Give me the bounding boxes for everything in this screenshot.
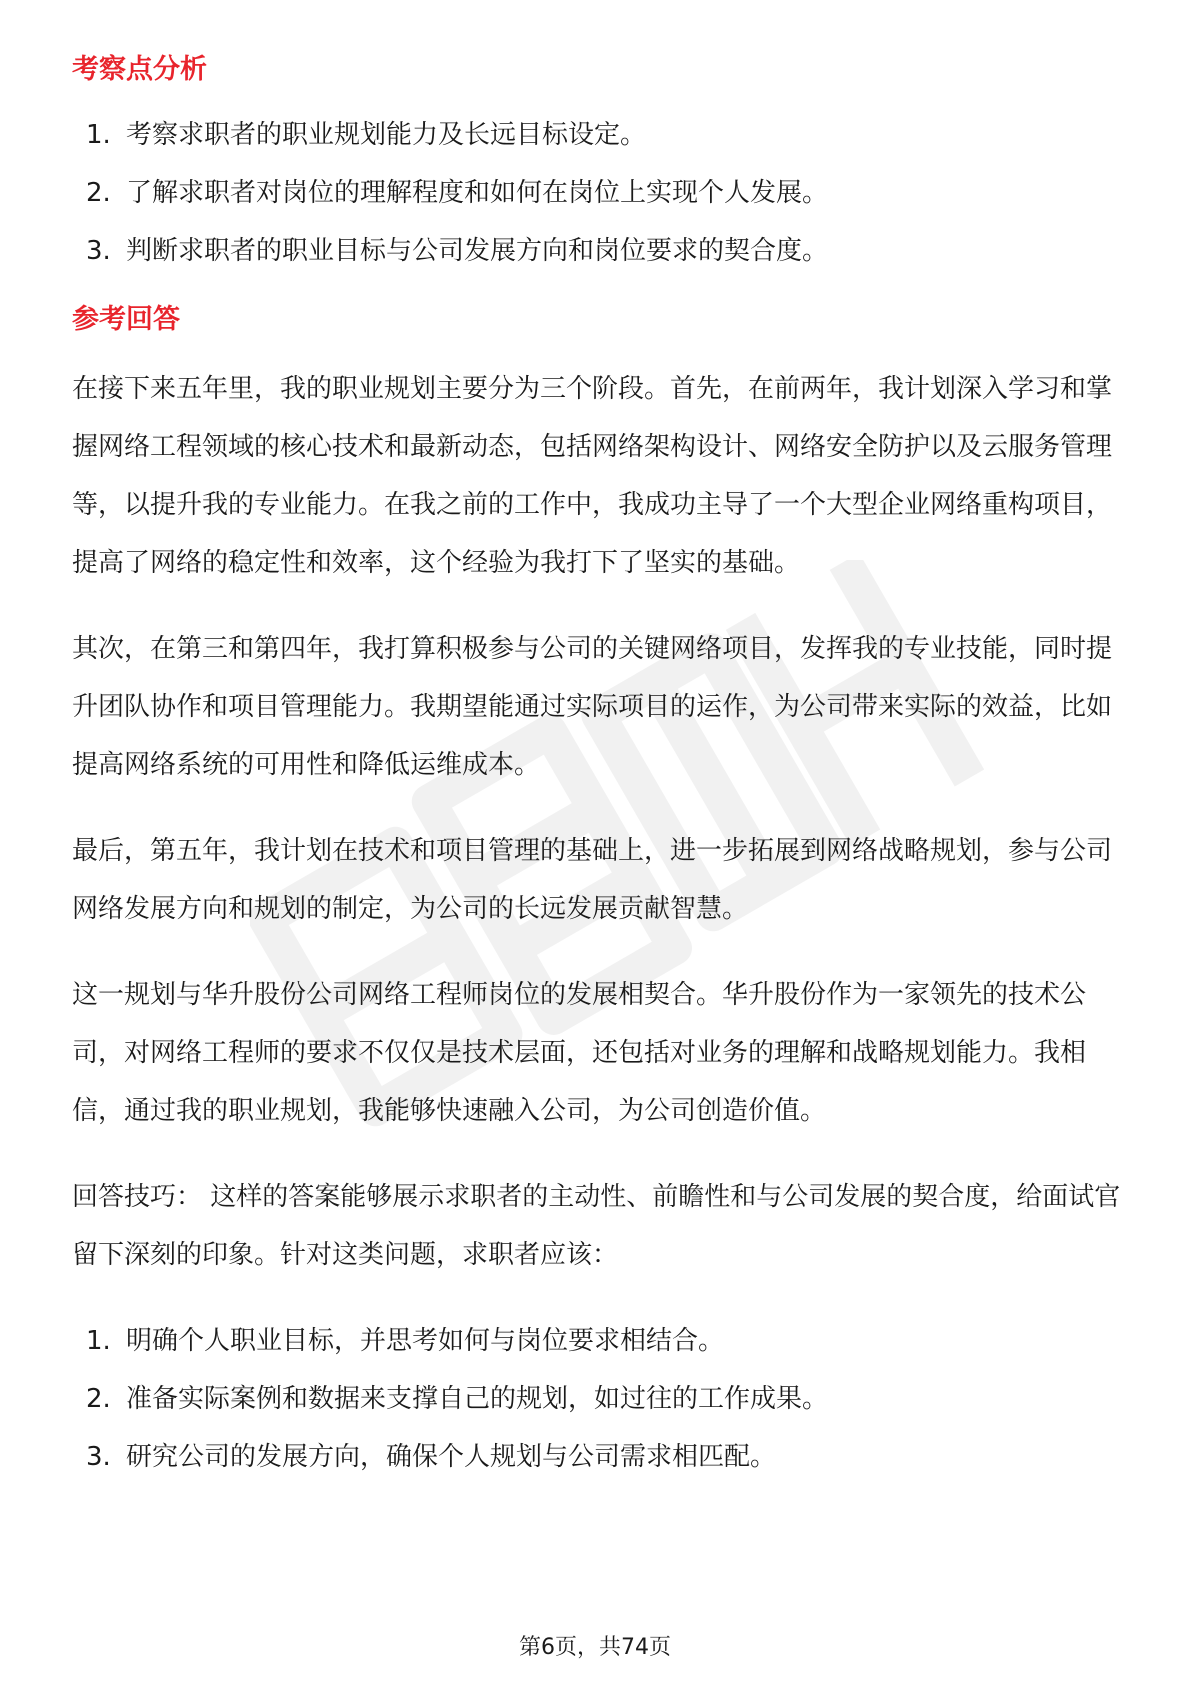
list-item-text: 考察求职者的职业规划能力及长远目标设定。	[126, 120, 647, 150]
list-item-text: 明确个人职业目标，并思考如何与岗位要求相结合。	[126, 1326, 725, 1356]
list-item-text: 了解求职者对岗位的理解程度和如何在岗位上实现个人发展。	[126, 178, 829, 208]
answer-paragraph: 这一规划与华升股份公司网络工程师岗位的发展相契合。华升股份作为一家领先的技术公司，对网络工程师的要求不仅仅是技术层面，还包括对业务的理解和战略规划能力。我相信，通过我的职业规划，我能够快速融入公司，为公司创造价值。	[72, 980, 1087, 1126]
tips-paragraph: 回答技巧： 这样的答案能够展示求职者的主动性、前瞻性和与公司发展的契合度，给面试官留下深刻的印象。针对这类问题，求职者应该：	[72, 1182, 1121, 1270]
section-title-answer: 参考回答	[72, 304, 180, 335]
list-item-number: 1.	[86, 120, 111, 150]
list-item	[72, 1312, 1122, 1370]
page-content	[72, 44, 1122, 1486]
page-number-footer: 第6页，共74页	[519, 1635, 671, 1660]
list-item	[72, 106, 1122, 164]
list-item-text: 准备实际案例和数据来支撑自己的规划，如过往的工作成果。	[126, 1384, 829, 1414]
list-item-number: 3.	[86, 236, 111, 266]
answer-paragraph: 最后，第五年，我计划在技术和项目管理的基础上，进一步拓展到网络战略规划，参与公司网络发展方向和规划的制定，为公司的长远发展贡献智慧。	[72, 836, 1113, 924]
answer-paragraph: 在接下来五年里，我的职业规划主要分为三个阶段。首先，在前两年，我计划深入学习和掌握网络工程领域的核心技术和最新动态，包括网络架构设计、网络安全防护以及云服务管理等，以提升我的专业能力。在我之前的工作中，我成功主导了一个大型企业网络重构项目，提高了网络的稳定性和效率，这个经验为我打下了坚实的基础。	[72, 374, 1113, 578]
list-item-text: 研究公司的发展方向，确保个人规划与公司需求相匹配。	[126, 1442, 777, 1472]
list-item-text: 判断求职者的职业目标与公司发展方向和岗位要求的契合度。	[126, 236, 829, 266]
tips-list	[72, 1312, 1122, 1486]
list-item-number: 2.	[86, 1384, 111, 1414]
list-item	[72, 222, 1122, 280]
answer-paragraph: 其次，在第三和第四年，我打算积极参与公司的关键网络项目，发挥我的专业技能，同时提升团队协作和项目管理能力。我期望能通过实际项目的运作，为公司带来实际的效益，比如提高网络系统的可用性和降低运维成本。	[72, 634, 1113, 780]
list-item	[72, 164, 1122, 222]
list-item-number: 2.	[86, 178, 111, 208]
list-item-number: 3.	[86, 1442, 111, 1472]
list-item	[72, 1370, 1122, 1428]
analysis-list	[72, 106, 1122, 280]
list-item-number: 1.	[86, 1326, 111, 1356]
list-item	[72, 1428, 1122, 1486]
section-title-analysis: 考察点分析	[72, 54, 207, 85]
